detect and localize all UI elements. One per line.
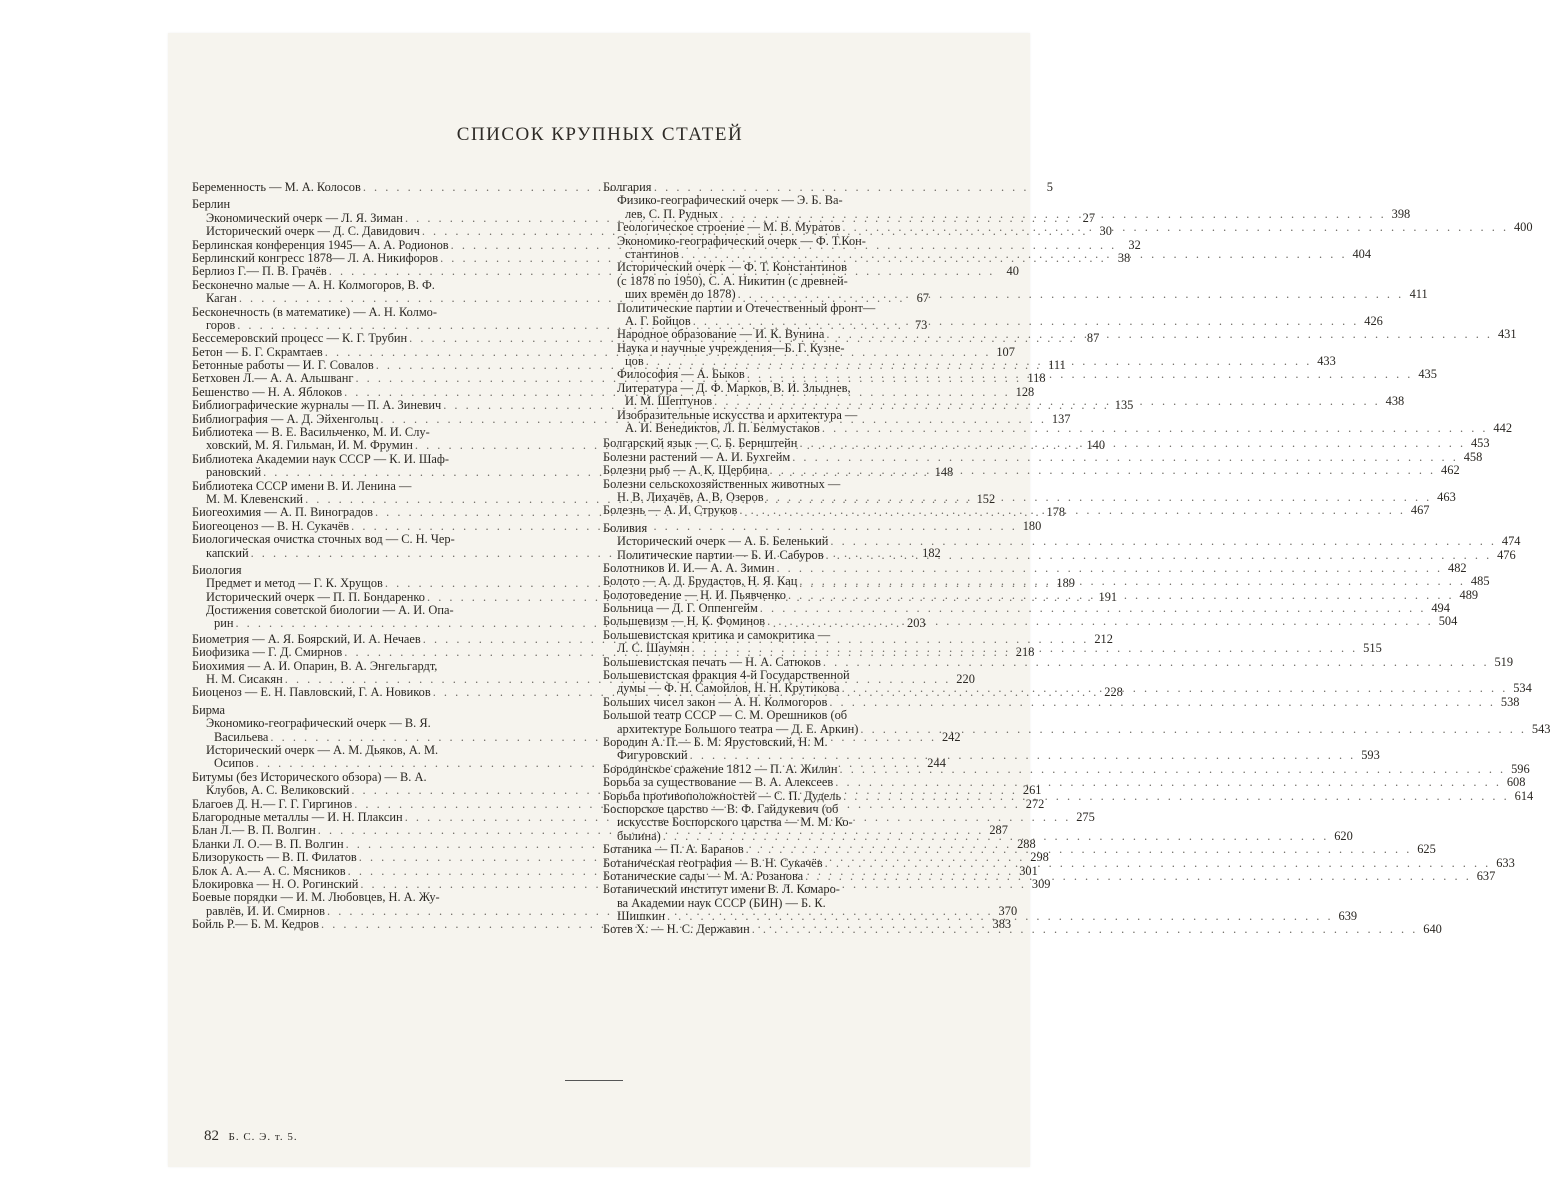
entry-page-number: 152 [976, 491, 996, 506]
leader-dots [736, 288, 1406, 301]
contents-entry [603, 614, 1458, 629]
entry-page-number: 32 [1128, 237, 1141, 252]
entry-title: Боспорское царство — В. Ф. Гайдукевич (об [603, 801, 839, 816]
leader-dots [824, 545, 1494, 562]
entry-page-number: 191 [1098, 589, 1118, 604]
entry-page-number: 400 [1513, 220, 1533, 235]
entry-page-number: 228 [1104, 685, 1123, 700]
entry-page-number: 73 [914, 317, 928, 332]
entry-title: Большевистская печать — Н. А. Сатюков [603, 654, 821, 669]
contents-entry [603, 897, 960, 910]
contents-entry [603, 478, 960, 491]
entry-title: М. М. Клевенский [206, 491, 304, 506]
entry-page-number: 482 [1448, 560, 1467, 575]
entry-title: Изобразительные искусства и архитектура — [617, 407, 858, 422]
entry-page-number: 38 [1117, 250, 1131, 265]
contents-entry [603, 463, 1460, 480]
contents-entry [603, 534, 1521, 549]
entry-page-number: 40 [1006, 264, 1019, 279]
entry-title: Бирма [192, 702, 226, 717]
entry-title: Берлинский конгресс 1878— Л. А. Никифоров [192, 250, 439, 265]
entry-title: лев, С. П. Рудных [625, 206, 719, 221]
entry-title: Биометрия — А. Я. Боярский, И. А. Нечаев [192, 631, 421, 646]
entry-title: Благородные металлы — И. Н. Плаксин [192, 809, 403, 824]
contents-entry [192, 533, 583, 546]
entry-page-number: 288 [1017, 836, 1036, 851]
leader-dots [691, 315, 1361, 328]
contents-entry [603, 761, 1530, 776]
entry-page-number: 261 [1022, 783, 1042, 798]
entry-title: Политические партии — Б. И. Сабуров [617, 547, 824, 562]
contents-entry [192, 744, 583, 757]
contents-entry [603, 194, 960, 207]
entry-page-number: 27 [1082, 210, 1096, 225]
entry-page-number: 494 [1431, 601, 1450, 616]
entry-page-number: 640 [1423, 922, 1442, 937]
contents-entry [603, 883, 960, 896]
entry-title: Библиография — А. Д. Эйхенгольц [192, 411, 379, 426]
contents-entry [603, 669, 960, 682]
leader-dots [840, 221, 1510, 234]
entry-page-number: 608 [1506, 775, 1526, 790]
entry-title: Биогеохимия — А. П. Виноградов [192, 505, 373, 520]
contents-entry [192, 426, 583, 439]
entry-title: Большевистская фракция 4-й Государственной [603, 668, 850, 683]
entry-title: Берлиоз Г.— П. В. Грачёв [192, 264, 327, 279]
entry-title: Болезни растений — А. И. Бухгейм [603, 449, 791, 464]
entry-page-number: 614 [1514, 788, 1534, 803]
entry-title: Бородин А. П.— Б. М. Ярустовский, Н. М. [603, 735, 828, 749]
entry-title: И. М. Шептунов [625, 394, 713, 409]
entry-page-number: 383 [992, 917, 1012, 932]
entry-title: Экономико-географический очерк — В. Я. [206, 716, 431, 731]
entry-page-number: 519 [1494, 654, 1514, 669]
leader-dots [688, 749, 1358, 762]
entry-title: Боевые порядки — И. М. Любовцев, Н. А. Жу- [192, 890, 440, 905]
section-heading [603, 181, 960, 194]
entry-title: думы — Ф. Н. Самойлов, Н. Н. Крутикова [617, 681, 840, 696]
entry-title: Блок А. А.— А. С. Мясников [192, 863, 346, 878]
entry-title: архитектуре Большого театра — Д. Е. Аркин) [617, 721, 859, 736]
entry-page-number: 426 [1364, 313, 1383, 328]
entry-title: Болото — А. Д. Брудастов, Н. Я. Кац [603, 574, 798, 589]
entry-page-number: 30 [1099, 224, 1112, 239]
entry-title: Бойль Р.— Б. М. Кедров [192, 917, 319, 932]
entry-page-number: 435 [1418, 367, 1437, 382]
contents-entry [603, 449, 1483, 464]
entry-title: Блокировка — Н. О. Рогинский [192, 876, 359, 891]
entry-title: Экономический очерк — Л. Я. Зиман [206, 210, 403, 225]
leader-dots [768, 464, 1438, 480]
entry-page-number: 118 [1027, 371, 1046, 386]
entry-title: Библиотека — В. Е. Васильченко, М. И. Слу- [192, 425, 430, 440]
entry-page-number: 431 [1497, 327, 1517, 342]
entry-page-number: 137 [1051, 411, 1071, 426]
entry-page-number: 639 [1338, 909, 1358, 924]
entry-page-number: 148 [934, 465, 954, 480]
leader-dots [745, 368, 1415, 381]
entry-title: Болотников И. И.— А. А. Зимин [603, 560, 775, 575]
entry-page-number: 462 [1441, 463, 1460, 478]
entry-title: Биологическая очистка сточных вод — С. Н. Чер- [192, 532, 455, 547]
entry-page-number: 625 [1417, 842, 1436, 857]
entry-title: рановский [206, 465, 262, 480]
leader-dots [828, 535, 1498, 548]
entry-page-number: 485 [1470, 574, 1490, 589]
entry-page-number: 404 [1352, 246, 1372, 261]
entry-title: Близорукость — В. П. Филатов [192, 850, 357, 865]
section-heading [192, 198, 583, 211]
entry-page-number: 212 [1094, 631, 1113, 646]
entry-page-number: 433 [1317, 354, 1336, 369]
leader-dots [765, 615, 1435, 631]
section-heading [192, 704, 583, 717]
leader-dots [712, 395, 1382, 408]
contents-entry [192, 891, 583, 904]
entry-title: Больших чисел закон — А. Н. Колмогоров [603, 694, 828, 709]
contents-entry [192, 480, 583, 493]
entry-title: Благоев Д. Н.— Г. Г. Гиргинов [192, 796, 353, 811]
contents-entry [603, 545, 1516, 562]
contents-entry [603, 382, 960, 395]
entry-page-number: 489 [1459, 587, 1479, 602]
contents-entry [603, 775, 1526, 790]
entry-title: Беременность — М. А. Колосов [192, 179, 361, 194]
entry-page-number: 474 [1501, 534, 1521, 549]
entry-page-number: 458 [1463, 449, 1483, 464]
entry-page-number: 180 [1022, 518, 1042, 533]
entry-title: Исторический очерк — А. М. Дьяков, А. М. [206, 743, 439, 757]
entry-title: Большевистская критика и самокритика — [603, 627, 831, 642]
leader-dots [750, 923, 1420, 936]
contents-entry [192, 279, 583, 292]
leader-dots [821, 656, 1491, 669]
leader-dots [803, 870, 1473, 883]
entry-title: Н. М. Сисакян [206, 672, 283, 687]
entry-title: Болезни рыб — А. К. Щербина [603, 463, 768, 478]
contents-entry [603, 409, 960, 422]
entry-title: Бешенство — Н. А. Яблоков [192, 384, 343, 399]
entry-page-number: 203 [907, 616, 926, 631]
contents-entry [603, 302, 960, 315]
leader-dots [679, 248, 1349, 261]
leader-dots [824, 328, 1494, 341]
entry-title: Борьба за существование — В. А. Алексеев [603, 775, 834, 790]
entry-page-number: 438 [1385, 394, 1405, 409]
entry-title: Ботаника — П. А. Баранов [603, 842, 744, 857]
contents-entry [603, 313, 1383, 328]
contents-entry [192, 453, 583, 466]
leader-dots [823, 857, 1493, 870]
leader-dots [790, 451, 1460, 464]
entry-page-number: 543 [1531, 721, 1551, 736]
entry-title: Библиографические журналы — П. А. Зиневич [192, 398, 442, 413]
entry-title: Бетонные работы — И. Г. Совалов [192, 358, 374, 373]
entry-page-number: 370 [998, 903, 1018, 918]
entry-title: Бессемеровский процесс — К. Г. Трубин [192, 331, 408, 346]
entry-title: Биология [192, 562, 242, 577]
entry-page-number: 128 [1015, 384, 1035, 399]
entry-title: стантинов [625, 246, 679, 261]
entry-page-number: 633 [1496, 855, 1515, 870]
contents-entry [603, 709, 960, 722]
contents-entry [192, 660, 583, 673]
entry-title: Исторический очерк — Д. С. Давидович [206, 224, 420, 239]
entry-page-number: 140 [1086, 438, 1106, 453]
contents-entry [603, 235, 960, 248]
entry-title: Блан Л.— В. П. Волгин [192, 823, 316, 838]
entry-title: былина) [617, 828, 661, 843]
leader-dots [690, 642, 1360, 655]
entry-title: ховский, М. Я. Гильман, И. М. Фрумин [206, 438, 413, 453]
contents-entry [603, 342, 960, 355]
entry-title: Предмет и метод — Г. К. Хрущов [206, 576, 383, 591]
entry-title: Болезни сельскохозяйственных животных — [603, 476, 841, 491]
entry-title: Наука и научные учреждения—Б. Г. Кузне- [617, 340, 845, 355]
entry-title: Биогеоценоз — В. Н. Сукачёв [192, 518, 350, 533]
entry-title: Библиотека Академии наук СССР — К. И. Шаф- [192, 451, 450, 466]
entry-title: Л. С. Шаумян [617, 641, 690, 656]
entry-title: Биохимия — А. И. Опарин, В. А. Энгельгардт, [192, 658, 438, 673]
entry-title: Васильева [214, 729, 269, 744]
entry-title: Достижения советской биологии — А. И. Опа- [206, 603, 454, 618]
entry-page-number: 463 [1437, 489, 1456, 504]
entry-title: Литература — Д. Ф. Марков, В. И. Злыднев, [617, 380, 851, 395]
entry-title: Боливия [603, 520, 648, 535]
entry-title: Экономико-географический очерк — Ф. Т.Кон- [617, 233, 866, 248]
entry-title: ших времён до 1878) [625, 287, 736, 302]
entry-page-number: 275 [1076, 809, 1095, 824]
entry-title: Народное образование — И. К. Вунина [617, 327, 825, 342]
entry-title: А. Г. Бойцов [625, 313, 691, 328]
leader-dots [838, 763, 1508, 776]
entry-page-number: 467 [1410, 503, 1430, 518]
contents-entry [603, 736, 960, 749]
contents-entry [603, 721, 1551, 736]
entry-page-number: 534 [1513, 681, 1532, 696]
entry-title: Борьба противоположностей — С. П. Дудель [603, 788, 842, 803]
leader-dots [840, 682, 1510, 695]
entry-title: равлёв, И. И. Смирнов [206, 903, 326, 918]
entry-title: Бесконечность (в математике) — А. Н. Колмо- [192, 304, 437, 319]
leader-dots [797, 437, 1467, 453]
entry-title: Битумы (без Исторического обзора) — В. А. [192, 769, 427, 784]
page-title: СПИСОК КРУПНЫХ СТАТЕЙ [456, 124, 744, 145]
entry-title: Клубов, А. С. Великовский [206, 783, 350, 798]
leader-dots [827, 696, 1497, 709]
leader-dots [665, 910, 1335, 923]
page-number: 82 [204, 1128, 219, 1144]
entry-page-number: 87 [1086, 331, 1100, 346]
entry-title: Шишкин [617, 909, 665, 924]
entry-title: Физико-географический очерк — Э. Б. Ва- [617, 193, 843, 208]
entry-page-number: 5 [1046, 179, 1053, 194]
leader-dots [833, 776, 1503, 789]
entry-title: Берлинская конференция 1945— А. А. Родионов [192, 237, 449, 252]
entry-page-number: 596 [1511, 761, 1530, 776]
leader-dots [644, 355, 1314, 368]
entry-title: капский [206, 545, 249, 560]
leader-dots [797, 575, 1467, 591]
entry-page-number: 453 [1470, 436, 1490, 451]
contents-entry [603, 287, 1428, 302]
entry-title: Болгария [603, 179, 652, 194]
entry-page-number: 593 [1361, 748, 1380, 763]
entry-page-number: 298 [1030, 850, 1049, 865]
entry-title: Болотоведение — Н. И. Пьявченко [603, 587, 786, 602]
contents-entry [192, 717, 583, 730]
contents-entry [603, 275, 960, 288]
contents-entry [603, 654, 1514, 669]
volume-signature: Б. С. Э. т. 5. [228, 1131, 298, 1143]
entry-title: Берлин [192, 197, 231, 212]
entry-title: Исторический очерк — П. П. Бондаренко [206, 589, 425, 604]
contents-entry [603, 694, 1520, 709]
leader-dots [764, 491, 1434, 504]
entry-title: рин [214, 616, 234, 631]
entry-page-number: 272 [1025, 796, 1045, 811]
section-heading [603, 522, 960, 535]
contents-entry [603, 803, 960, 816]
entry-page-number: 244 [927, 756, 946, 771]
entry-title: Политические партии и Отечественный фронт— [617, 300, 876, 315]
entry-title: Ботанические сады — М. А. Розанова [603, 868, 804, 883]
entry-title: Большевизм — Н. К. Фоминов [603, 614, 766, 629]
contents-entry [603, 601, 1450, 616]
entry-title: Биоценоз — Е. Н. Павловский, Г. А. Новиков [192, 685, 431, 700]
entry-page-number: 189 [1056, 576, 1075, 591]
entry-page-number: 411 [1409, 287, 1428, 302]
entry-page-number: 242 [941, 729, 961, 744]
entry-title: искусстве Боспорского царства — М. М. Ко- [617, 815, 853, 830]
entry-title: Бетховен Л.— А. А. Альшванг [192, 371, 354, 386]
contents-entry [603, 261, 960, 274]
entry-title: Философия — А. Быков [617, 367, 745, 382]
entry-title: цов [625, 354, 644, 369]
footer-rule [565, 1080, 623, 1081]
contents-entry [603, 421, 1513, 436]
entry-page-number: 218 [1015, 645, 1035, 660]
entry-title: Осипов [214, 756, 254, 771]
leader-dots [774, 562, 1444, 575]
entry-title: Ботаническая география — В. Н. Сукачёв [603, 855, 823, 870]
contents-entry [603, 629, 960, 642]
entry-title: Болезнь — А. И. Струков [603, 503, 738, 518]
entry-title: горов [206, 317, 236, 332]
entry-title: Фигуровский [617, 748, 688, 763]
entry-page-number: 515 [1363, 641, 1382, 656]
entry-page-number: 538 [1500, 694, 1520, 709]
entry-title: Исторический очерк — Ф. Т. Константинов [617, 260, 847, 275]
entry-page-number: 111 [1048, 358, 1066, 373]
leader-dots [758, 602, 1428, 615]
entry-page-number: 178 [1046, 505, 1066, 520]
contents-entry [603, 560, 1467, 575]
entry-page-number: 301 [1019, 863, 1038, 878]
entry-title: Бесконечно малые — А. Н. Колмогоров, В. Ф. [192, 277, 435, 292]
contents-entry [192, 771, 583, 784]
entry-title: Н. В. Лихачёв, А. В. Озеров [617, 489, 764, 504]
leader-dots [786, 589, 1456, 602]
entry-title: Большой театр СССР — С. М. Орешников (об [603, 708, 848, 723]
leader-dots [820, 422, 1490, 435]
entry-title: Ботанический институт имени В. Л. Комаро- [603, 882, 840, 897]
leader-dots [841, 790, 1511, 803]
entry-page-number: 504 [1438, 614, 1458, 629]
entry-page-number: 107 [996, 344, 1015, 359]
entry-title: Больница — Д. Г. Оппенгейм [603, 601, 758, 616]
entry-page-number: 309 [1031, 876, 1051, 891]
leader-dots [737, 504, 1407, 520]
entry-title: Библиотека СССР имени В. И. Ленина — [192, 478, 412, 493]
leader-dots [718, 208, 1388, 221]
entry-title: Исторический очерк — А. Б. Беленький [617, 534, 829, 549]
entry-title: Бетон — Б. Г. Скрамтаев [192, 344, 323, 359]
entry-title: Болгарский язык — С. Б. Бернштейн [603, 436, 798, 451]
page-footer [204, 1128, 298, 1145]
entry-page-number: 287 [989, 823, 1008, 838]
entry-page-number: 67 [916, 291, 929, 306]
entry-page-number: 637 [1476, 868, 1496, 883]
leader-dots [661, 830, 1331, 843]
entry-title: (с 1878 по 1950), С. А. Никитин (с древней- [617, 273, 848, 288]
entry-page-number: 398 [1391, 206, 1411, 221]
entry-page-number: 476 [1497, 547, 1516, 562]
entry-title: Биофизика — Г. Д. Смирнов [192, 645, 343, 660]
entry-title: Каган [206, 291, 237, 306]
contents-entry [192, 604, 583, 617]
entry-title: ва Академии наук СССР (БИН) — Б. К. [617, 895, 826, 910]
entry-page-number: 135 [1114, 398, 1134, 413]
entry-title: Бородинское сражение 1812 — П. А. Жилин [603, 761, 838, 776]
section-heading [192, 564, 583, 577]
entry-title: Геологическое строение — М. В. Муратов [617, 220, 841, 235]
entry-title: А. И. Венедиктов, Л. П. Белмустаков [625, 421, 820, 436]
entry-page-number: 220 [956, 672, 975, 687]
entry-title: Ботев Х. — Н. С. Державин [603, 922, 750, 937]
entry-title: Бланки Л. О.— В. П. Волгин [192, 836, 344, 851]
entry-page-number: 442 [1493, 421, 1513, 436]
leader-dots [858, 723, 1528, 736]
contents-entry [603, 816, 960, 829]
leader-dots [744, 843, 1414, 856]
contents-entry [192, 306, 583, 319]
entry-page-number: 620 [1334, 828, 1353, 843]
entry-page-number: 182 [922, 545, 941, 560]
contents-entry [603, 748, 1380, 763]
